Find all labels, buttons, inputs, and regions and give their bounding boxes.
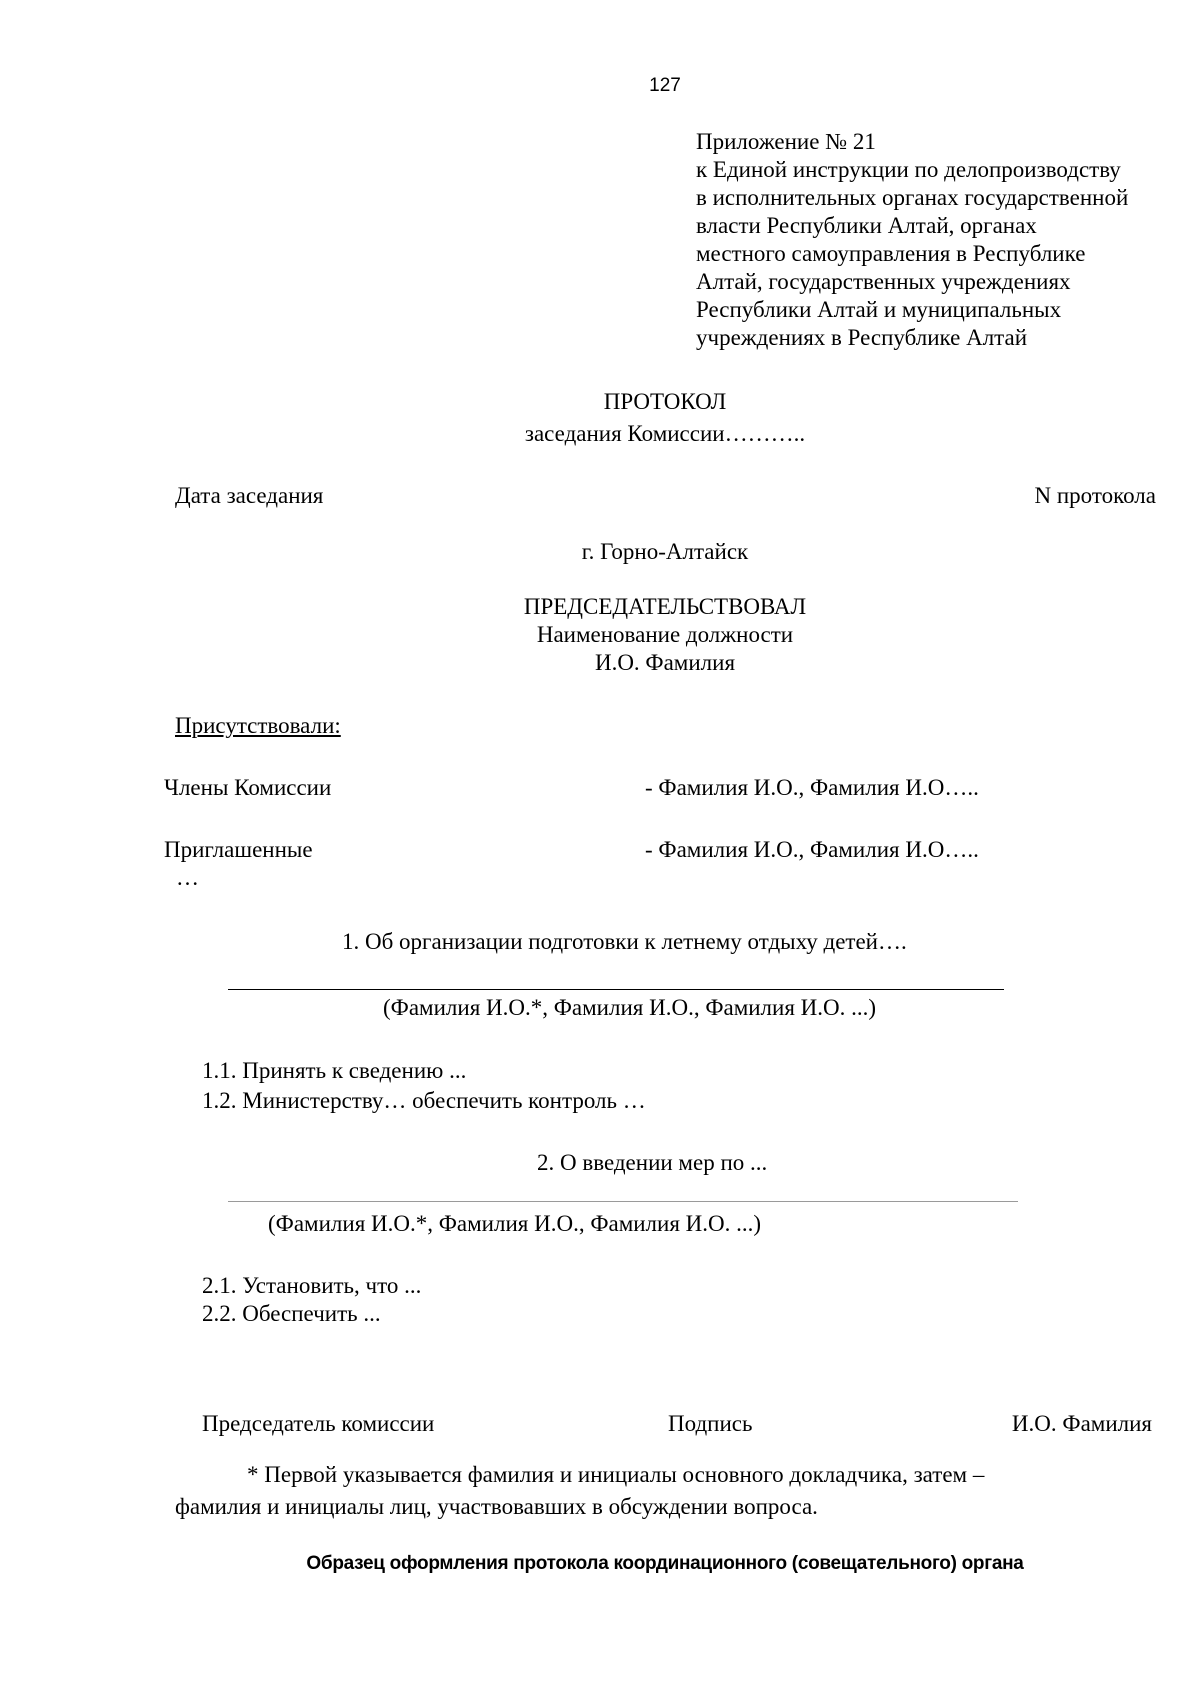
document-title: ПРОТОКОЛ (603, 389, 727, 414)
city: г. Горно-Алтайск (581, 539, 749, 564)
footnote-line-2: фамилия и инициалы лиц, участвовавших в обсуждении вопроса. (175, 1494, 818, 1519)
appendix-line: Приложение № 21 (696, 129, 876, 154)
appendix-line: местного самоуправления в Республике (696, 241, 1086, 266)
meeting-date-label: Дата заседания (175, 483, 324, 508)
footnote-line-1: * Первой указывается фамилия и инициалы основного докладчика, затем – (247, 1462, 985, 1487)
appendix-line: Республики Алтай и муниципальных (696, 297, 1062, 322)
item-2-heading: 2. О введении мер по ... (537, 1150, 768, 1175)
chairman-position: Наименование должности (536, 622, 794, 647)
item-1-decision-2: 1.2. Министерству… обеспечить контроль … (202, 1088, 646, 1113)
chairman-name: И.О. Фамилия (594, 650, 736, 675)
item-2-rule (228, 1201, 1018, 1202)
item-2-speakers: (Фамилия И.О.*, Фамилия И.О., Фамилия И.О. ...) (268, 1211, 762, 1236)
signature-sign: Подпись (668, 1411, 753, 1436)
appendix-line: в исполнительных органах государственной (696, 185, 1129, 210)
signature-role: Председатель комиссии (202, 1411, 435, 1436)
chairman-heading: ПРЕДСЕДАТЕЛЬСТВОВАЛ (523, 594, 807, 619)
appendix-line: учреждениях в Республике Алтай (696, 325, 1028, 350)
protocol-number-label: N протокола (1034, 483, 1156, 508)
item-1-heading: 1. Об организации подготовки к летнему отдыху детей…. (342, 929, 907, 954)
document-caption: Образец оформления протокола координационного (совещательного) органа (306, 1553, 1024, 1574)
attendance-heading: Присутствовали: (175, 713, 341, 738)
item-1-rule (228, 989, 1004, 990)
members-value: - Фамилия И.О., Фамилия И.О….. (645, 775, 979, 800)
document-subtitle: заседания Комиссии……….. (524, 421, 806, 446)
appendix-line: к Единой инструкции по делопроизводству (696, 157, 1121, 182)
appendix-line: власти Республики Алтай, органах (696, 213, 1037, 238)
item-1-speakers: (Фамилия И.О.*, Фамилия И.О., Фамилия И.О. ...) (383, 995, 877, 1020)
appendix-block (696, 128, 1128, 352)
members-label: Члены Комиссии (164, 775, 332, 800)
item-2-decision-1: 2.1. Установить, что ... (202, 1273, 422, 1298)
footnote (175, 1459, 1175, 1523)
page-number: 127 (649, 75, 681, 96)
attendance-ellipsis: … (176, 865, 199, 890)
invited-value: - Фамилия И.О., Фамилия И.О….. (645, 837, 979, 862)
appendix-line: Алтай, государственных учреждениях (696, 269, 1071, 294)
item-1-decision-1: 1.1. Принять к сведению ... (202, 1058, 467, 1083)
item-2-decision-2: 2.2. Обеспечить ... (202, 1301, 381, 1326)
invited-label: Приглашенные (164, 837, 313, 862)
signature-name: И.О. Фамилия (1011, 1411, 1152, 1436)
